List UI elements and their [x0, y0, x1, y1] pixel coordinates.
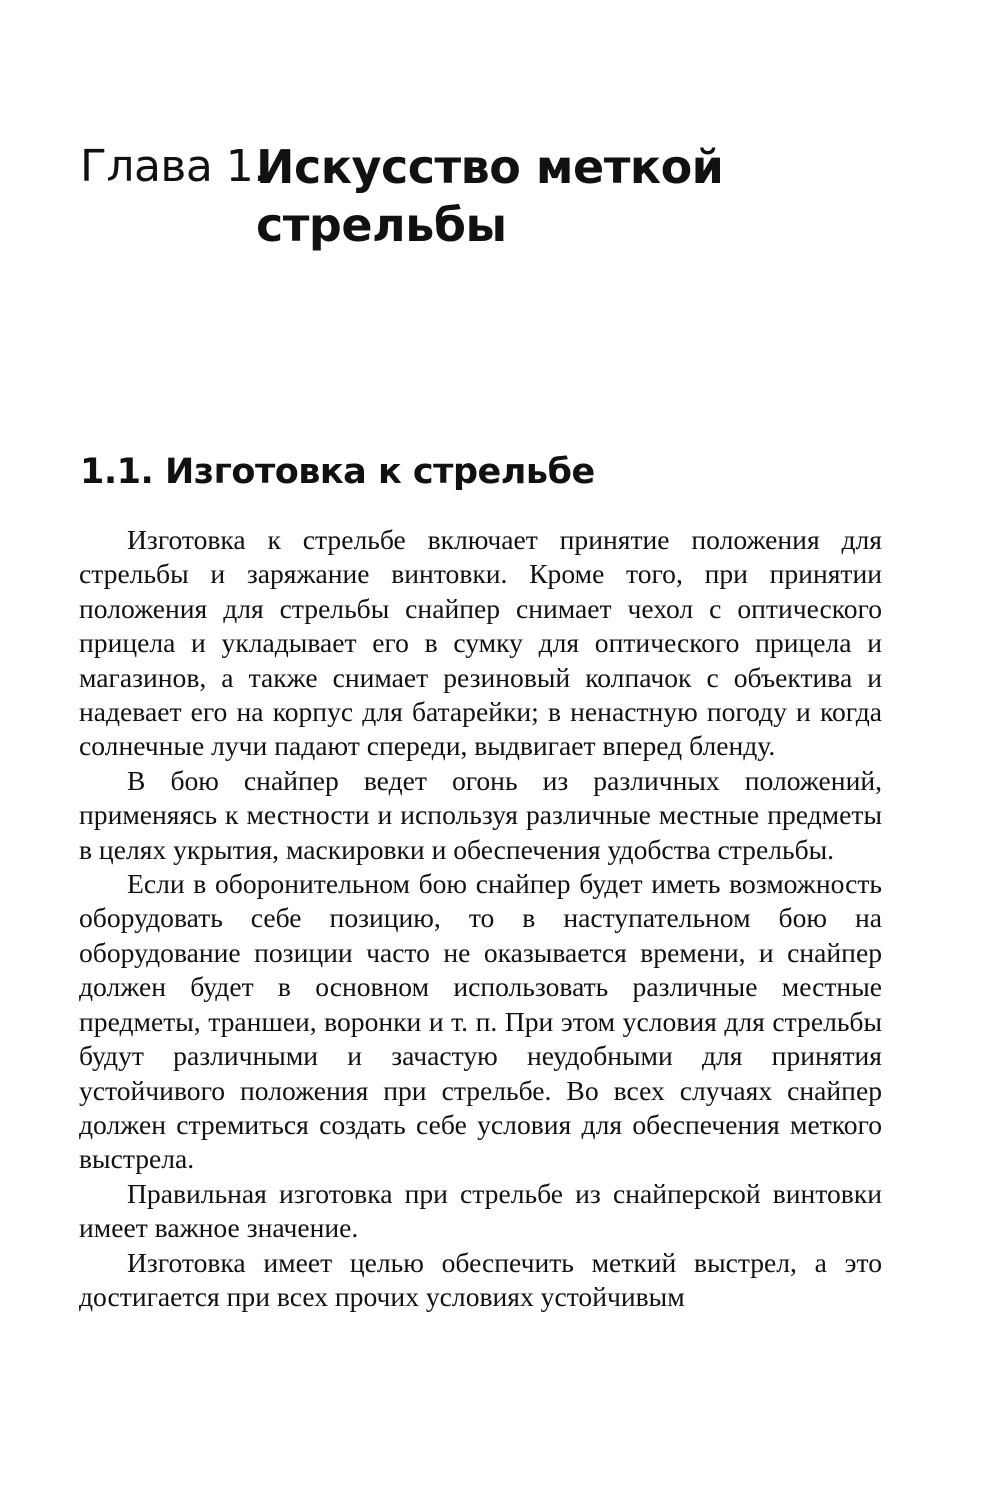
section-title: 1.1. Изготовка к стрельбе	[80, 452, 595, 492]
paragraph: Изготовка к стрельбе включает принятие положения для стрельбы и заряжание винтовки. Кроме того, при принятии положения для стрельбы снайпер снимает чехол с оптического прицела и укладывает его в сумку для оптического прицела и магазинов, а также снимает резиновый колпачок с объектива и надевает его на корпус для батарейки; в ненастную погоду и когда солнечные лучи падают спереди, выдвигает вперед бленду.	[79, 524, 882, 762]
paragraph: В бою снайпер ведет огонь из различных положений, применяясь к местности и используя различные местные предметы в целях укрытия, маскировки и обеспечения удобства стрельбы.	[79, 764, 882, 865]
paragraph: Если в оборонительном бою снайпер будет иметь возможность оборудовать себе позицию, то в наступательном бою на оборудование позиции часто не оказывается времени, и снайпер должен будет в основном использовать различные местные предметы, траншеи, воронки и т. п. При этом условия для стрельбы будут различными и зачастую неудобными для принятия устойчивого положения при стрельбе. Во всех случаях снайпер должен стремиться создать себе условия для обеспечения меткого выстрела.	[79, 868, 882, 1175]
chapter-title: Искусство меткой стрельбы	[256, 140, 724, 252]
body-text	[79, 523, 882, 1314]
paragraph: Изготовка имеет целью обеспечить меткий выстрел, а это достигается при всех прочих условиях устойчивым	[79, 1246, 882, 1312]
chapter-label: Глава 1.	[80, 141, 267, 192]
paragraph: Правильная изготовка при стрельбе из снайперской винтовки имеет важное значение.	[79, 1177, 882, 1244]
